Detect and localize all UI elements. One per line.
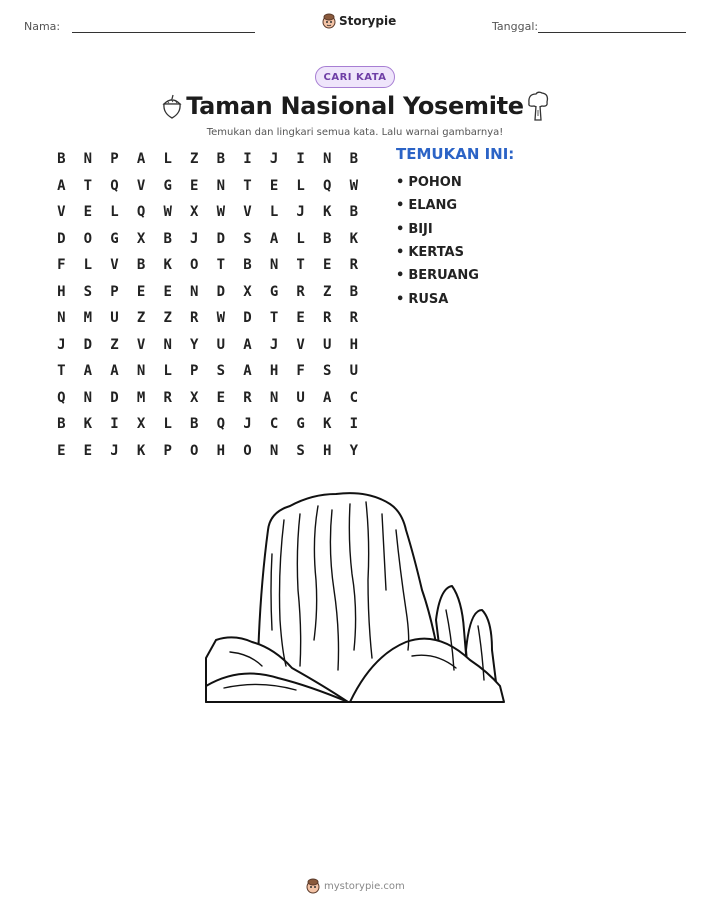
- grid-row: [48, 146, 368, 173]
- grid-cell[interactable]: R: [163, 389, 172, 406]
- grid-cell[interactable]: U: [323, 336, 332, 353]
- grid-cell[interactable]: A: [136, 151, 146, 168]
- grid-cell[interactable]: J: [57, 336, 66, 353]
- grid-cell[interactable]: G: [110, 230, 119, 247]
- grid-cell[interactable]: D: [216, 230, 226, 247]
- category-badge: CARI KATA: [315, 66, 395, 88]
- grid-cell[interactable]: Q: [136, 204, 146, 221]
- grid-cell[interactable]: N: [269, 257, 279, 274]
- footer-site[interactable]: mystorypie.com: [324, 880, 405, 892]
- grid-cell[interactable]: B: [349, 151, 359, 168]
- grid-cell[interactable]: T: [57, 363, 66, 380]
- word-list: [396, 171, 479, 311]
- grid-cell[interactable]: X: [190, 389, 199, 406]
- grid-cell[interactable]: N: [83, 151, 93, 168]
- name-label: Nama:: [24, 20, 61, 33]
- grid-cell[interactable]: U: [349, 363, 359, 380]
- grid-cell[interactable]: R: [243, 389, 252, 406]
- grid-cell[interactable]: Q: [323, 177, 332, 194]
- grid-cell[interactable]: W: [349, 177, 359, 194]
- grid-cell[interactable]: M: [83, 310, 93, 327]
- grid-row: [48, 199, 368, 226]
- grid-cell[interactable]: M: [136, 389, 146, 406]
- page-title: Taman Nasional Yosemite: [186, 92, 524, 120]
- grid-row: [48, 252, 368, 279]
- grid-cell[interactable]: N: [83, 389, 93, 406]
- grid-cell[interactable]: A: [57, 177, 66, 194]
- grid-cell[interactable]: G: [296, 416, 305, 433]
- grid-cell[interactable]: H: [323, 442, 332, 459]
- word-label: BERUANG: [408, 268, 479, 284]
- grid-cell[interactable]: L: [110, 204, 119, 221]
- grid-cell[interactable]: A: [83, 363, 93, 380]
- word-search-grid: [48, 146, 368, 464]
- grid-cell[interactable]: E: [269, 177, 279, 194]
- grid-cell[interactable]: T: [83, 177, 93, 194]
- grid-cell[interactable]: S: [83, 283, 93, 300]
- word-list-item: [396, 264, 479, 287]
- grid-cell[interactable]: N: [269, 442, 279, 459]
- grid-cell[interactable]: R: [190, 310, 199, 327]
- grid-cell[interactable]: D: [57, 230, 66, 247]
- grid-cell[interactable]: J: [243, 416, 252, 433]
- grid-cell[interactable]: W: [216, 310, 226, 327]
- grid-cell[interactable]: K: [323, 416, 332, 433]
- grid-cell[interactable]: K: [136, 442, 146, 459]
- brand-name: Storypie: [339, 14, 397, 28]
- grid-row: [48, 385, 368, 412]
- grid-cell[interactable]: V: [296, 336, 305, 353]
- grid-cell[interactable]: H: [57, 283, 66, 300]
- grid-cell[interactable]: K: [323, 204, 332, 221]
- grid-cell[interactable]: W: [163, 204, 172, 221]
- tree-icon: [526, 90, 550, 122]
- grid-cell[interactable]: U: [216, 336, 226, 353]
- grid-cell[interactable]: I: [296, 151, 305, 168]
- grid-cell[interactable]: L: [269, 204, 279, 221]
- grid-cell[interactable]: X: [136, 230, 146, 247]
- grid-cell[interactable]: V: [243, 204, 252, 221]
- word-list-item: [396, 194, 479, 217]
- grid-cell[interactable]: G: [163, 177, 172, 194]
- bullet: •: [396, 268, 405, 284]
- grid-cell[interactable]: L: [296, 177, 305, 194]
- grid-cell[interactable]: P: [190, 363, 199, 380]
- grid-cell[interactable]: J: [190, 230, 199, 247]
- grid-cell[interactable]: A: [323, 389, 332, 406]
- grid-cell[interactable]: I: [349, 416, 359, 433]
- grid-cell[interactable]: L: [163, 363, 172, 380]
- grid-cell[interactable]: L: [163, 151, 172, 168]
- grid-cell[interactable]: P: [110, 151, 119, 168]
- date-line[interactable]: [538, 32, 686, 33]
- grid-row: [48, 305, 368, 332]
- grid-row: [48, 358, 368, 385]
- grid-cell[interactable]: E: [190, 177, 199, 194]
- grid-row: [48, 438, 368, 465]
- grid-cell[interactable]: E: [83, 442, 93, 459]
- grid-cell[interactable]: F: [57, 257, 66, 274]
- grid-cell[interactable]: A: [243, 336, 252, 353]
- grid-cell[interactable]: B: [349, 283, 359, 300]
- bullet: •: [396, 245, 405, 261]
- grid-cell[interactable]: N: [269, 389, 279, 406]
- grid-cell[interactable]: E: [57, 442, 66, 459]
- grid-cell[interactable]: B: [243, 257, 252, 274]
- word-label: BIJI: [408, 221, 433, 237]
- bullet: •: [396, 175, 405, 191]
- grid-cell[interactable]: D: [110, 389, 119, 406]
- grid-cell[interactable]: T: [216, 257, 226, 274]
- grid-cell[interactable]: L: [296, 230, 305, 247]
- grid-cell[interactable]: D: [243, 310, 252, 327]
- grid-cell[interactable]: H: [269, 363, 279, 380]
- grid-cell[interactable]: X: [243, 283, 252, 300]
- find-title: TEMUKAN INI:: [396, 145, 515, 163]
- grid-cell[interactable]: Z: [136, 310, 146, 327]
- grid-cell[interactable]: H: [349, 336, 359, 353]
- grid-cell[interactable]: E: [323, 257, 332, 274]
- grid-cell[interactable]: Y: [190, 336, 199, 353]
- grid-cell[interactable]: X: [136, 416, 146, 433]
- grid-cell[interactable]: U: [110, 310, 119, 327]
- grid-cell[interactable]: S: [216, 363, 226, 380]
- grid-cell[interactable]: B: [216, 151, 226, 168]
- grid-cell[interactable]: O: [83, 230, 93, 247]
- grid-cell[interactable]: O: [243, 442, 252, 459]
- grid-cell[interactable]: K: [349, 230, 359, 247]
- brand: [322, 13, 396, 29]
- grid-cell[interactable]: C: [269, 416, 279, 433]
- grid-cell[interactable]: N: [216, 177, 226, 194]
- grid-cell[interactable]: L: [163, 416, 172, 433]
- grid-cell[interactable]: Q: [57, 389, 66, 406]
- grid-cell[interactable]: I: [110, 416, 119, 433]
- grid-cell[interactable]: P: [110, 283, 119, 300]
- name-line[interactable]: [72, 32, 255, 33]
- grid-cell[interactable]: Z: [323, 283, 332, 300]
- grid-cell[interactable]: N: [57, 310, 66, 327]
- grid-cell[interactable]: B: [190, 416, 199, 433]
- bullet: •: [396, 221, 405, 237]
- grid-cell[interactable]: Z: [110, 336, 119, 353]
- grid-cell[interactable]: R: [349, 310, 359, 327]
- grid-cell[interactable]: N: [190, 283, 199, 300]
- grid-cell[interactable]: B: [349, 204, 359, 221]
- grid-cell[interactable]: E: [83, 204, 93, 221]
- grid-row: [48, 411, 368, 438]
- grid-cell[interactable]: B: [57, 416, 66, 433]
- grid-cell[interactable]: Z: [163, 310, 172, 327]
- grid-cell[interactable]: V: [110, 257, 119, 274]
- word-list-item: [396, 171, 479, 194]
- grid-cell[interactable]: A: [269, 230, 279, 247]
- grid-cell[interactable]: P: [163, 442, 172, 459]
- grid-cell[interactable]: D: [83, 336, 93, 353]
- grid-cell[interactable]: S: [243, 230, 252, 247]
- grid-cell[interactable]: V: [136, 336, 146, 353]
- grid-cell[interactable]: J: [296, 204, 305, 221]
- grid-row: [48, 173, 368, 200]
- grid-cell[interactable]: B: [323, 230, 332, 247]
- grid-cell[interactable]: A: [110, 363, 119, 380]
- grid-cell[interactable]: T: [243, 177, 252, 194]
- storypie-footer-logo-icon: [306, 878, 320, 894]
- grid-cell[interactable]: L: [83, 257, 93, 274]
- grid-cell[interactable]: S: [296, 442, 305, 459]
- grid-cell[interactable]: R: [349, 257, 359, 274]
- grid-cell[interactable]: O: [190, 257, 199, 274]
- grid-cell[interactable]: D: [216, 283, 226, 300]
- grid-cell[interactable]: B: [136, 257, 146, 274]
- grid-cell[interactable]: J: [269, 336, 279, 353]
- footer: [306, 878, 405, 894]
- grid-cell[interactable]: N: [163, 336, 172, 353]
- word-label: POHON: [408, 175, 462, 191]
- bullet: •: [396, 198, 405, 214]
- grid-cell[interactable]: A: [243, 363, 252, 380]
- bullet: •: [396, 291, 405, 307]
- grid-cell[interactable]: C: [349, 389, 359, 406]
- word-label: ELANG: [408, 198, 458, 214]
- grid-cell[interactable]: I: [243, 151, 252, 168]
- grid-cell[interactable]: Z: [190, 151, 199, 168]
- grid-cell[interactable]: N: [136, 363, 146, 380]
- grid-cell[interactable]: S: [323, 363, 332, 380]
- grid-cell[interactable]: K: [163, 257, 172, 274]
- grid-cell[interactable]: E: [216, 389, 226, 406]
- instructions: Temukan dan lingkari semua kata. Lalu warnai gambarnya!: [206, 127, 504, 138]
- grid-cell[interactable]: J: [269, 151, 279, 168]
- word-list-item: [396, 287, 479, 310]
- grid-cell[interactable]: R: [296, 283, 305, 300]
- grid-cell[interactable]: X: [190, 204, 199, 221]
- grid-cell[interactable]: G: [269, 283, 279, 300]
- grid-cell[interactable]: V: [136, 177, 146, 194]
- grid-cell[interactable]: W: [216, 204, 226, 221]
- grid-row: [48, 279, 368, 306]
- word-list-item: [396, 218, 479, 241]
- grid-cell[interactable]: E: [296, 310, 305, 327]
- grid-cell[interactable]: T: [269, 310, 279, 327]
- grid-cell[interactable]: R: [323, 310, 332, 327]
- grid-cell[interactable]: O: [190, 442, 199, 459]
- grid-cell[interactable]: F: [296, 363, 305, 380]
- half-dome-illustration: [200, 490, 510, 718]
- grid-cell[interactable]: B: [57, 151, 66, 168]
- grid-cell[interactable]: N: [323, 151, 332, 168]
- word-label: RUSA: [408, 291, 449, 307]
- grid-cell[interactable]: Q: [110, 177, 119, 194]
- grid-cell[interactable]: V: [57, 204, 66, 221]
- word-label: KERTAS: [408, 245, 464, 261]
- grid-cell[interactable]: E: [136, 283, 146, 300]
- grid-cell[interactable]: E: [163, 283, 172, 300]
- grid-cell[interactable]: J: [110, 442, 119, 459]
- date-label: Tanggal:: [492, 20, 539, 33]
- word-list-item: [396, 241, 479, 264]
- grid-row: [48, 226, 368, 253]
- grid-cell[interactable]: U: [296, 389, 305, 406]
- grid-cell[interactable]: T: [296, 257, 305, 274]
- grid-cell[interactable]: B: [163, 230, 172, 247]
- grid-cell[interactable]: Y: [349, 442, 359, 459]
- grid-cell[interactable]: Q: [216, 416, 226, 433]
- grid-cell[interactable]: H: [216, 442, 226, 459]
- grid-row: [48, 332, 368, 359]
- grid-cell[interactable]: K: [83, 416, 93, 433]
- storypie-logo-icon: [322, 13, 336, 29]
